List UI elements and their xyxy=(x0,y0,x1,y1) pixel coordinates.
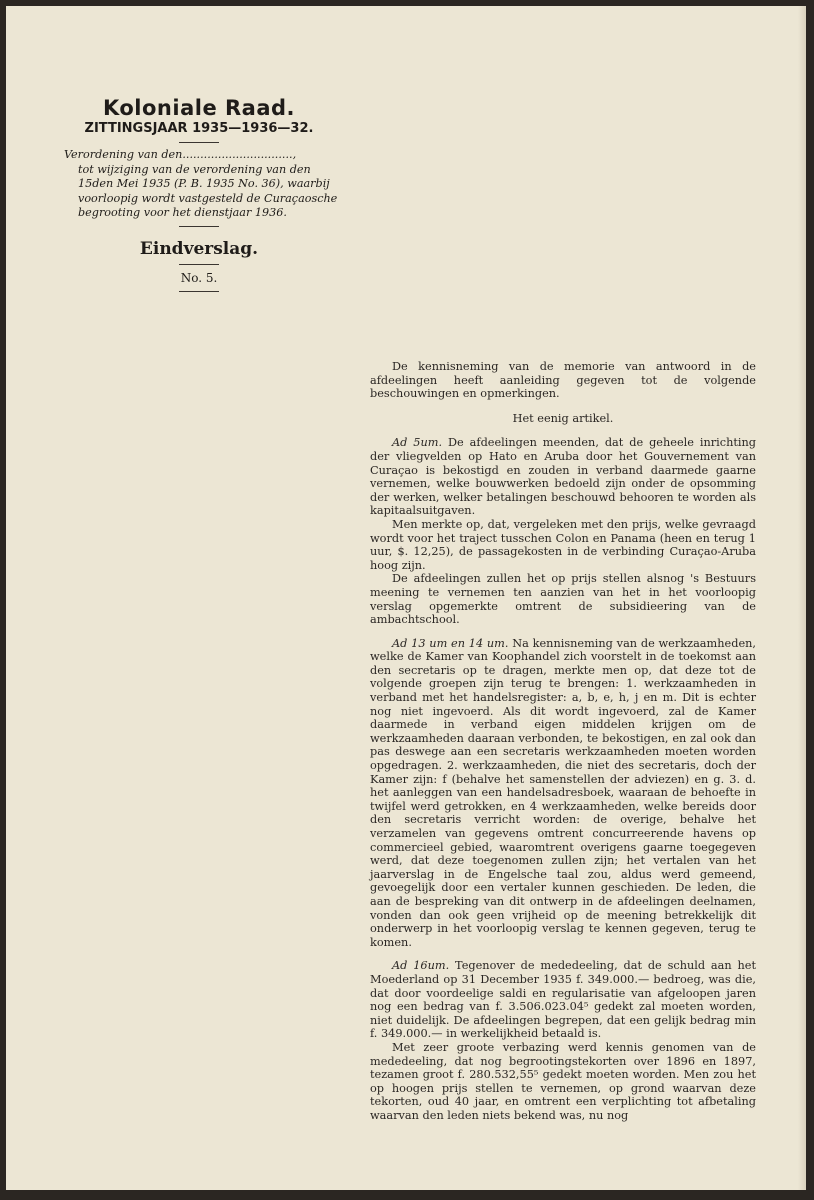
decree-line: voorloopig wordt vastgesteld de Curaçaosche xyxy=(78,191,338,205)
divider xyxy=(179,291,219,292)
page-edge xyxy=(798,6,806,1190)
decree-line: begrooting voor het dienstjaar 1936. xyxy=(78,206,287,219)
paragraph-text: De afdeelingen meenden, dat de geheele inrichting der vliegvelden op Hato en Aruba door het Gouvernement van Curaçao is bekostigd en zouden in verband daarmede gaarne vernemen, welke bouwwerken bedoeld zijn onder de opsomming der werken, welker betalingen beschouwd behooren te worden als kapitaalsuitgaven. xyxy=(370,436,757,518)
item-ref-label: Ad 5um. xyxy=(392,436,443,450)
paragraph: De afdeelingen zullen het op prijs stellen alsnog 's Bestuurs meening te vernemen ten aanzien van het in het voorloopig verslag opgemerkte omtrent de subsidieering van de ambachtschool. xyxy=(370,572,756,627)
header-block xyxy=(64,96,338,297)
paragraph xyxy=(370,436,756,518)
report-title: Eindverslag. xyxy=(139,238,259,259)
divider xyxy=(179,142,219,143)
session-year: ZITTINGSJAAR 1935—1936—32. xyxy=(84,121,314,136)
paragraph-text: Tegenover de mededeeling, dat de schuld aan het Moederland op 31 December 1935 f. 349.000.— bedroeg, was die, dat door voordeelige saldi en regularisatie van afgeloopen jaren nog een bedrag van f. 3.506.023.04⁵ gedekt zal moeten worden, niet duidelijk. De afdeelingen begrepen, dat een gelijk bedrag min f. 349.000.— in werkelijkheid betaald is. xyxy=(370,959,757,1041)
intro-paragraph: De kennisneming van de memorie van antwoord in de afdeelingen heeft aanleiding gegeven tot de volgende beschouwingen en opmerkingen. xyxy=(370,360,756,401)
body-text xyxy=(370,360,756,1122)
document-page xyxy=(6,6,806,1190)
council-title: Koloniale Raad. xyxy=(102,96,296,120)
paragraph xyxy=(370,637,756,950)
paragraph xyxy=(370,959,756,1041)
decree-line: 15den Mei 1935 (P. B. 1935 No. 36), waarbij xyxy=(78,177,330,190)
decree-line: Verordening van den..............................., xyxy=(64,148,297,161)
paragraph: Met zeer groote verbazing werd kennis genomen van de mededeeling, dat nog begrootingstekorten over 1896 en 1897, tezamen groot f. 280.532,55⁵ gedekt moeten worden. Men zou het op hoogen prijs stellen te vernemen, op grond waarvan deze tekorten, oud 40 jaar, en omtrent een verplichting tot afbetaling waarvan den leden niets bekend was, nu nog xyxy=(370,1040,756,1122)
report-number: No. 5. xyxy=(180,270,218,285)
item-ref-label: Ad 16um. xyxy=(392,959,450,973)
decree-line: tot wijziging van de verordening van den xyxy=(78,162,311,176)
item-ref-label: Ad 13 um en 14 um. xyxy=(392,636,509,650)
paragraph: Men merkte op, dat, vergeleken met den prijs, welke gevraagd wordt voor het traject tusschen Colon en Panama (heen en terug 1 uur, $. 12,25), de passagekosten in de verbinding Curaçao-Aruba hoog zijn. xyxy=(370,517,756,572)
decree-description xyxy=(64,148,338,221)
section-heading: Het eenig artikel. xyxy=(512,411,614,425)
divider xyxy=(179,226,219,227)
divider xyxy=(179,264,219,265)
paragraph-text: Na kennisneming van de werkzaamheden, welke de Kamer van Koophandel zich voorstelt in de toekomst aan den secretaris op te dragen, merkte men op, dat deze tot de volgende groepen zijn terug te brengen: 1. werkzaamheden in verband met het handelsregister: a, b, e, h, j en m. Dit is echter nog niet ingevoerd. Als dit wordt ingevoerd, zal de Kamer daarmede in verband eigen middelen krijgen om de werkzaamheden daaraan verbonden, te bekostigen, en zal ook dan pas deswege aan een secretaris werkzaamheden moeten worden opgedragen. 2. werkzaamheden, die niet des secretaris, doch der Kamer zijn: f (behalve het samenstellen der adviezen) en g. 3. d. het aanleggen van een handelsadresboek, waaraan de behoefte in twijfel werd getrokken, en 4 werkzaamheden, welke bereids door den secretaris verricht worden: de overige, behalve het verzamelen van gegevens omtrent concurreerende havens op commercieel gebied, waaromtrent overigens gaarne toegegeven werd, dat deze toegenomen zullen zijn; het vertalen van het jaarverslag in de Engelsche taal zou, aldus werd gemeend, gevoegelijk door een vertaler kunnen geschieden. De leden, die aan de bespreking van dit ontwerp in de afdeelingen deelnamen, vonden dan ook geen vrijheid op de meening betrekkelijk dit onderwerp in het voorloopig verslag te kennen gegeven, terug te komen. xyxy=(370,636,756,949)
